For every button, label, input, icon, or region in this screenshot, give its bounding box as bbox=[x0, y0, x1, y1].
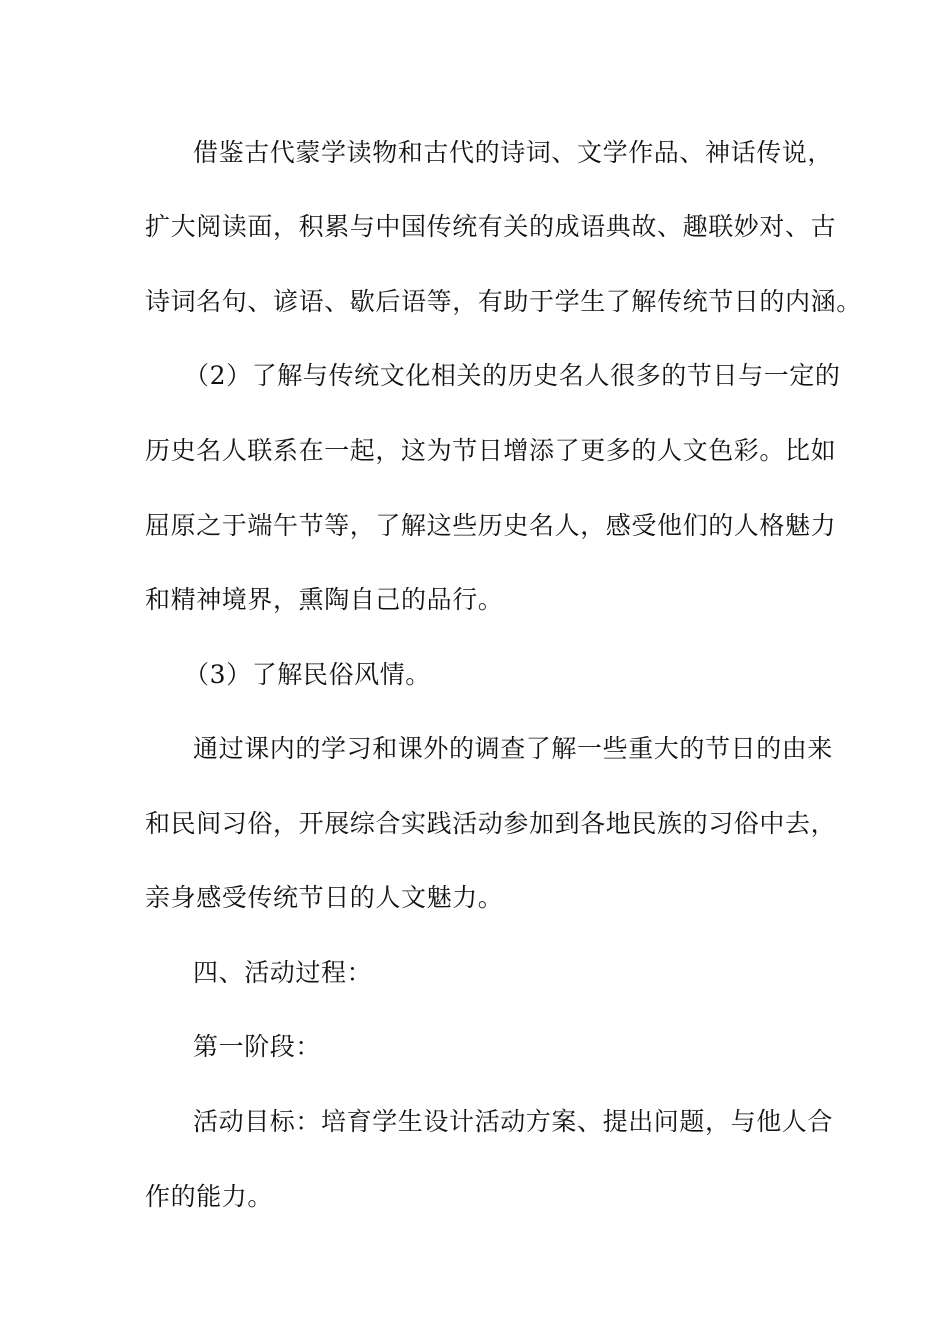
paragraph-line: 屈原之于端午节等，了解这些历史名人，感受他们的人格魅力 bbox=[145, 511, 837, 540]
paragraph-line: 诗词名句、谚语、歇后语等，有助于学生了解传统节日的内涵。 bbox=[145, 287, 862, 316]
paragraph-line: （3）了解民俗风情。 bbox=[184, 660, 431, 689]
paragraph-line: 亲身感受传统节日的人文魅力。 bbox=[145, 883, 504, 912]
paragraph-line: 扩大阅读面，积累与中国传统有关的成语典故、趣联妙对、古 bbox=[145, 212, 837, 241]
paragraph-line: 通过课内的学习和课外的调查了解一些重大的节日的由来 bbox=[193, 734, 834, 763]
paragraph-line: （2）了解与传统文化相关的历史名人很多的节日与一定的 bbox=[184, 361, 841, 390]
paragraph-line: 借鉴古代蒙学读物和古代的诗词、文学作品、神话传说， bbox=[193, 138, 834, 167]
paragraph-line: 活动目标：培育学生设计活动方案、提出问题，与他人合 bbox=[193, 1107, 834, 1136]
paragraph-line: 作的能力。 bbox=[145, 1182, 274, 1211]
paragraph-line: 和精神境界，熏陶自己的品行。 bbox=[145, 585, 504, 614]
section-heading: 四、活动过程： bbox=[193, 958, 373, 987]
paragraph-line: 历史名人联系在一起，这为节日增添了更多的人文色彩。比如 bbox=[145, 436, 837, 465]
stage-heading: 第一阶段： bbox=[193, 1032, 322, 1061]
paragraph-line: 和民间习俗，开展综合实践活动参加到各地民族的习俗中去， bbox=[145, 809, 837, 838]
